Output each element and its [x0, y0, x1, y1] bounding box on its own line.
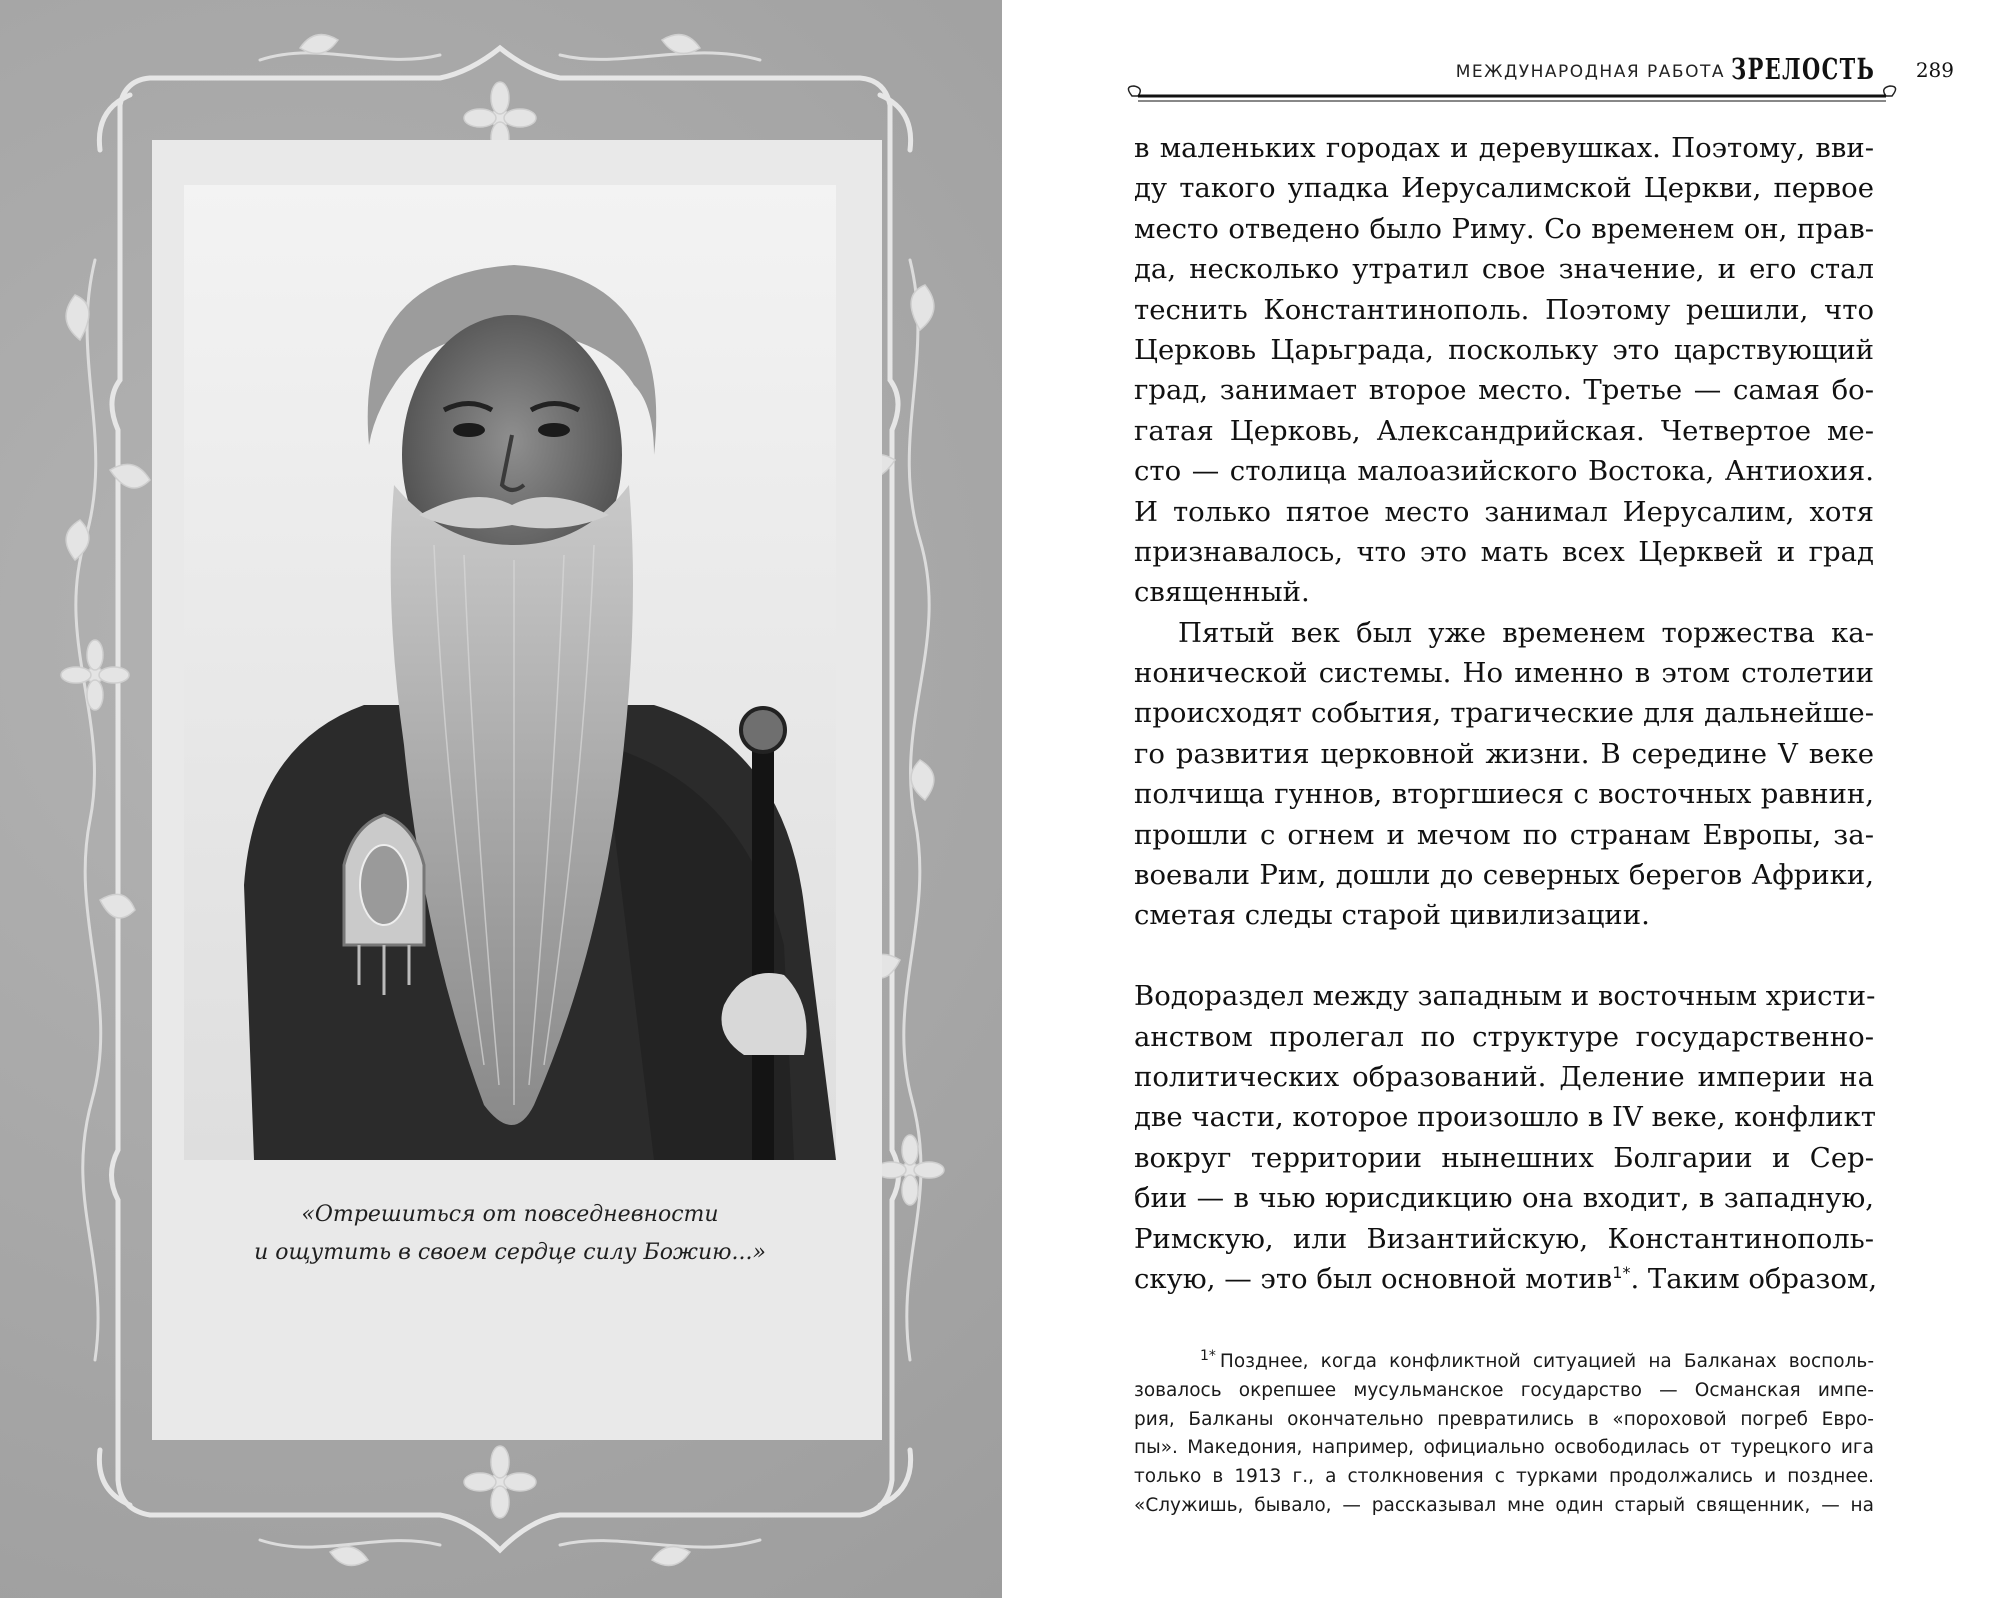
text-line: сто — столица малоазийского Востока, Антиохия.: [1134, 455, 1874, 488]
text-line: И только пятое место занимал Иерусалим, хотя: [1134, 495, 1874, 528]
flower-ornament-right: [876, 1135, 944, 1205]
text-line: анством пролегал по структуре государственно-: [1134, 1020, 1874, 1053]
caption-line: «Отрешиться от повседневности: [301, 1202, 719, 1227]
caption-line: и ощутить в своем сердце силу Божию...»: [254, 1240, 766, 1265]
text-line: воевали Рим, дошли до северных берегов Африки,: [1134, 859, 1874, 892]
right-page: [1002, 0, 2000, 1598]
page-number: 289: [1915, 58, 1954, 82]
footnote-mark: 1*: [1200, 1347, 1216, 1364]
footnote-line: только в 1913 г., а столкновения с турками продолжались и позднее.: [1134, 1466, 1874, 1488]
footnote-line: рия, Балканы окончательно превратились в «пороховой погреб Евро-: [1134, 1408, 1874, 1430]
text-line: гатая Церковь, Александрийская. Четвертое ме-: [1134, 414, 1874, 447]
text-line: вокруг территории нынешних Болгарии и Сер-: [1134, 1141, 1874, 1174]
portrait-photo: [184, 185, 836, 1160]
footnote-line: [1134, 1348, 1874, 1377]
text-line: сметая следы старой цивилизации.: [1134, 899, 1650, 932]
text-line: место отведено было Риму. Со временем он, прав-: [1134, 212, 1874, 245]
paragraph-first-line: Пятый век был уже временем торжества ка-: [1178, 616, 1874, 649]
footnote-line: зовалось окрепшее мусульманское государство — Османская импе-: [1134, 1379, 1874, 1401]
running-head-chapter: ЗРЕЛОСТЬ: [1730, 52, 1875, 86]
text-line: Римскую, или Византийскую, Константинополь-: [1134, 1222, 1874, 1255]
flower-ornament-bottom: [464, 1446, 536, 1518]
text-line: признавалось, что это мать всех Церквей и град: [1134, 535, 1874, 568]
text-line: полчища гуннов, вторгшиеся с восточных равнин,: [1134, 778, 1874, 811]
text-line: политических образований. Деление империи на: [1134, 1060, 1874, 1093]
footnote-line: пы». Македония, например, официально освободилась от турецкого ига: [1134, 1437, 1874, 1459]
running-head-section: МЕЖДУНАРОДНАЯ РАБОТА: [1455, 62, 1725, 82]
footnote: [1134, 1348, 1874, 1521]
text-line: Церковь Царьграда, поскольку это царствующий: [1134, 333, 1874, 366]
footnote-text: Позднее, когда конфликтной ситуацией на Балканах восполь-: [1219, 1351, 1874, 1372]
text-line: прошли с огнем и мечом по странам Европы, за-: [1134, 818, 1874, 851]
header-rule: [1122, 82, 1902, 108]
text-line: в маленьких городах и деревушках. Поэтому, вви-: [1134, 132, 1874, 164]
body-text: [1134, 128, 1878, 1299]
text-line: Водораздел между западным и восточным христи-: [1134, 980, 1876, 1013]
text-line: ду такого упадка Иерусалимской Церкви, первое: [1134, 172, 1874, 205]
portrait-drawing: [184, 185, 836, 1160]
text-line: происходят события, трагические для дальнейше-: [1134, 697, 1874, 730]
text-line: две части, которое произошло в IV веке, конфликт: [1134, 1101, 1877, 1134]
text-line: теснить Константинополь. Поэтому решили, что: [1134, 293, 1874, 326]
text-line-with-footnote: [1134, 1259, 1878, 1299]
text-line: го развития церковной жизни. В середине V веке: [1134, 737, 1874, 770]
footnote-reference[interactable]: 1*: [1612, 1262, 1631, 1282]
text-fragment: . Таким образом,: [1630, 1262, 1878, 1295]
text-line: бии — в чью юрисдикцию она входит, в западную,: [1134, 1182, 1874, 1215]
photo-caption: [184, 1196, 836, 1272]
section-gap: [1134, 936, 1874, 976]
text-line: да, несколько утратил свое значение, и его стал: [1134, 253, 1874, 286]
text-line: священный.: [1134, 576, 1310, 609]
text-line: град, занимает второе место. Третье — самая бо-: [1134, 374, 1874, 407]
footnote-line: «Служишь, бывало, — рассказывал мне один старый священник, — на: [1134, 1494, 1874, 1516]
text-fragment: скую, — это был основной мотив: [1134, 1262, 1613, 1295]
text-line: нонической системы. Но именно в этом столетии: [1134, 657, 1874, 690]
